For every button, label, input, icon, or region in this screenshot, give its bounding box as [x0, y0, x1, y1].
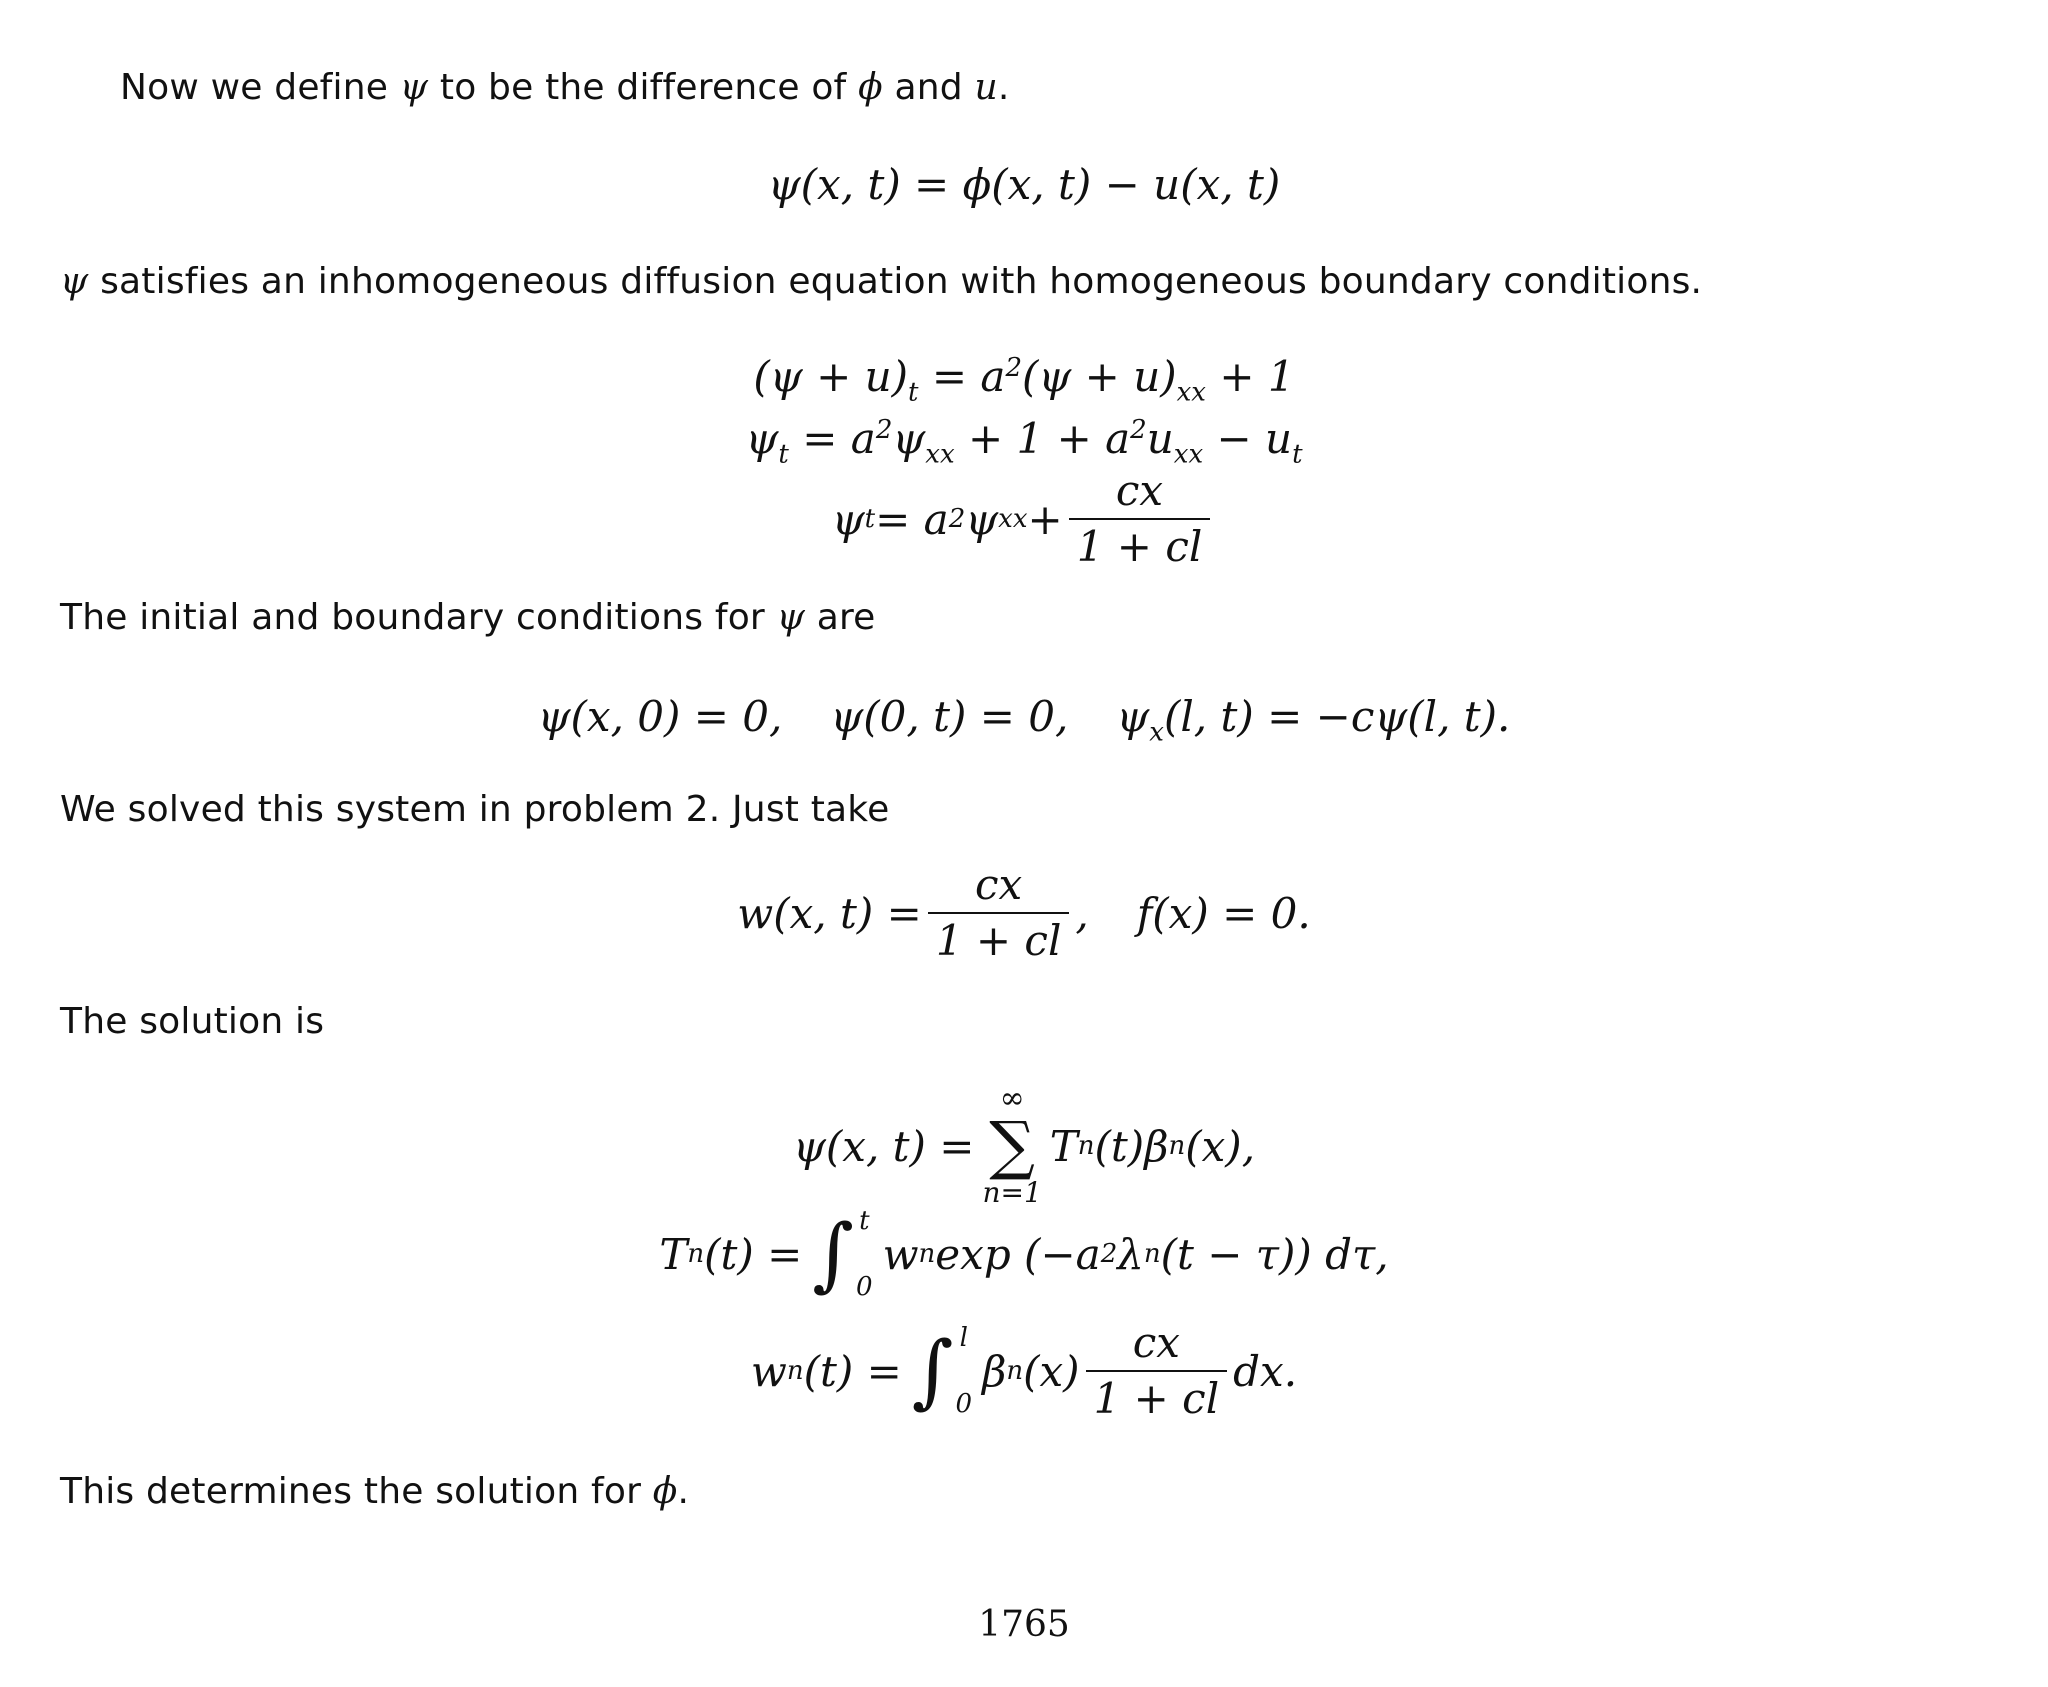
math-part: (t − τ)) dτ, — [1160, 1229, 1389, 1279]
paragraph-solution-is — [60, 1000, 324, 1044]
fraction — [1086, 1320, 1228, 1422]
equation-solution-T: T n (t) = ∫ t 0 w n exp (−a 2 λ n (t − τ)) dτ, — [659, 1206, 1389, 1302]
math-part: = a — [788, 414, 876, 463]
math-part: λ — [1117, 1229, 1144, 1279]
fraction — [1069, 468, 1211, 570]
math-part: ψ — [1116, 692, 1150, 741]
equation-solution-psi: ψ(x, t) = ∞ ∑ n=1 T n (t)β n (x), — [792, 1081, 1256, 1209]
math-phi: ϕ — [858, 67, 883, 108]
text-span: The solution is — [60, 1001, 325, 1042]
math-part: = a — [875, 494, 949, 544]
math-part: (l, t) = −cψ(l, t). — [1163, 692, 1511, 741]
fraction-numerator: cx — [1132, 1318, 1180, 1367]
math-superscript: 2 — [875, 415, 893, 445]
math-part: dx. — [1233, 1346, 1298, 1396]
math-subscript: xx — [1173, 439, 1204, 470]
math-part: + 1 — [1205, 352, 1295, 401]
equation-definition — [0, 160, 2048, 209]
math-part: = a — [918, 352, 1006, 401]
math-part: T — [1049, 1121, 1078, 1171]
condition-initial: ψ(x, 0) = 0, — [537, 692, 783, 741]
math-part: w — [750, 1346, 787, 1396]
integral-upper-limit: t — [859, 1206, 870, 1236]
text-span: to be the difference of — [439, 67, 847, 108]
text-span: . — [677, 1471, 690, 1512]
paragraph-determines — [60, 1470, 689, 1514]
text-span: . — [997, 67, 1010, 108]
math-psi: ψ — [399, 67, 429, 108]
integral-symbol: ∫ — [911, 1324, 954, 1417]
integral-lower-limit: 0 — [856, 1272, 873, 1302]
math-subscript: t — [1292, 439, 1303, 470]
math-subscript: t — [908, 377, 919, 408]
page-number: 1765 — [978, 1604, 1070, 1645]
fraction-denominator: 1 + cl — [1069, 518, 1211, 570]
math-part: f(x) = 0. — [1136, 888, 1311, 938]
integral-symbol: ∫ — [812, 1207, 855, 1300]
paragraph-define-psi — [120, 66, 1010, 110]
math-psi: ψ — [776, 597, 806, 638]
math-psi: ψ — [60, 261, 89, 302]
math-part: (x) — [1023, 1346, 1080, 1396]
math-part: − u — [1203, 414, 1293, 463]
math-part: ψ — [965, 494, 999, 544]
integral-upper-limit: l — [959, 1323, 968, 1353]
math-part: (t) = — [803, 1346, 902, 1396]
math-part: T — [659, 1229, 688, 1279]
math-part: u — [1146, 414, 1174, 463]
math-phi: ϕ — [652, 1471, 678, 1512]
math-part: + 1 + a — [954, 414, 1131, 463]
math-part: , — [1075, 888, 1089, 938]
equation-text: ψ(x, t) = ϕ(x, t) − u(x, t) — [767, 160, 1281, 209]
sum-upper-limit: ∞ — [999, 1081, 1025, 1116]
math-subscript: xx — [925, 439, 955, 470]
equation-take — [0, 862, 2048, 964]
paragraph-conditions — [60, 596, 876, 640]
math-part: + — [1027, 494, 1063, 544]
math-part: (t)β — [1094, 1121, 1169, 1171]
text-span: We solved this system in problem 2. Just take — [60, 789, 890, 830]
fraction-denominator: 1 + cl — [1086, 1370, 1228, 1422]
math-subscript: x — [1149, 717, 1164, 748]
text-span: Now we define — [120, 67, 389, 108]
math-part: ψ — [745, 414, 779, 463]
math-part: w(x, t) = — [737, 888, 922, 938]
math-part: exp (−a — [935, 1229, 1101, 1279]
paragraph-psi-satisfies — [60, 260, 1702, 304]
text-span: satisfies an inhomogeneous diffusion equation with homogeneous boundary conditions. — [100, 261, 1703, 302]
fraction-numerator: cx — [1115, 466, 1164, 515]
math-part: w — [882, 1229, 919, 1279]
condition-boundary-left: ψ(0, t) = 0, — [830, 692, 1069, 741]
text-span: are — [816, 597, 876, 638]
math-subscript: xx — [1176, 377, 1206, 408]
text-span: and — [894, 67, 963, 108]
equation-diffusion-line-2 — [0, 414, 2048, 470]
integral — [912, 1323, 972, 1419]
math-part: (x), — [1185, 1121, 1256, 1171]
text-span: The initial and boundary conditions for — [60, 597, 765, 638]
math-part: ψ — [831, 494, 865, 544]
equation-diffusion-line-3: ψ t = a 2 ψ xx + $\frac{cx}{1 + cl}$ — [0, 468, 2048, 570]
sum-symbol: ∑ — [989, 1109, 1035, 1183]
fraction — [928, 862, 1070, 964]
math-superscript: 2 — [1130, 415, 1147, 445]
equation-conditions — [0, 692, 2048, 748]
math-part: ψ — [892, 414, 926, 463]
summation — [982, 1081, 1042, 1209]
math-part: (ψ + u) — [753, 352, 909, 401]
math-subscript: t — [778, 439, 789, 470]
fraction-denominator: 1 + cl — [928, 912, 1070, 964]
text-span: This determines the solution for — [60, 1471, 642, 1512]
integral — [812, 1206, 872, 1302]
paragraph-solved — [60, 788, 889, 832]
math-u: u — [974, 67, 998, 108]
sum-lower-limit: n=1 — [982, 1176, 1042, 1209]
math-part: ψ(x, t) = — [792, 1121, 975, 1171]
math-part: β — [982, 1346, 1007, 1396]
math-part: (t) = — [704, 1229, 803, 1279]
fraction-numerator: cx — [974, 860, 1023, 909]
integral-lower-limit: 0 — [955, 1389, 973, 1419]
math-superscript: 2 — [1005, 353, 1022, 383]
condition-boundary-right — [1116, 692, 1511, 748]
equation-diffusion-line-1 — [0, 352, 2048, 408]
equation-solution-w: w n (t) = ∫ l 0 β n (x) $\frac{cx}{1 + cl}$ dx. — [750, 1318, 1298, 1423]
math-part: (ψ + u) — [1021, 352, 1177, 401]
